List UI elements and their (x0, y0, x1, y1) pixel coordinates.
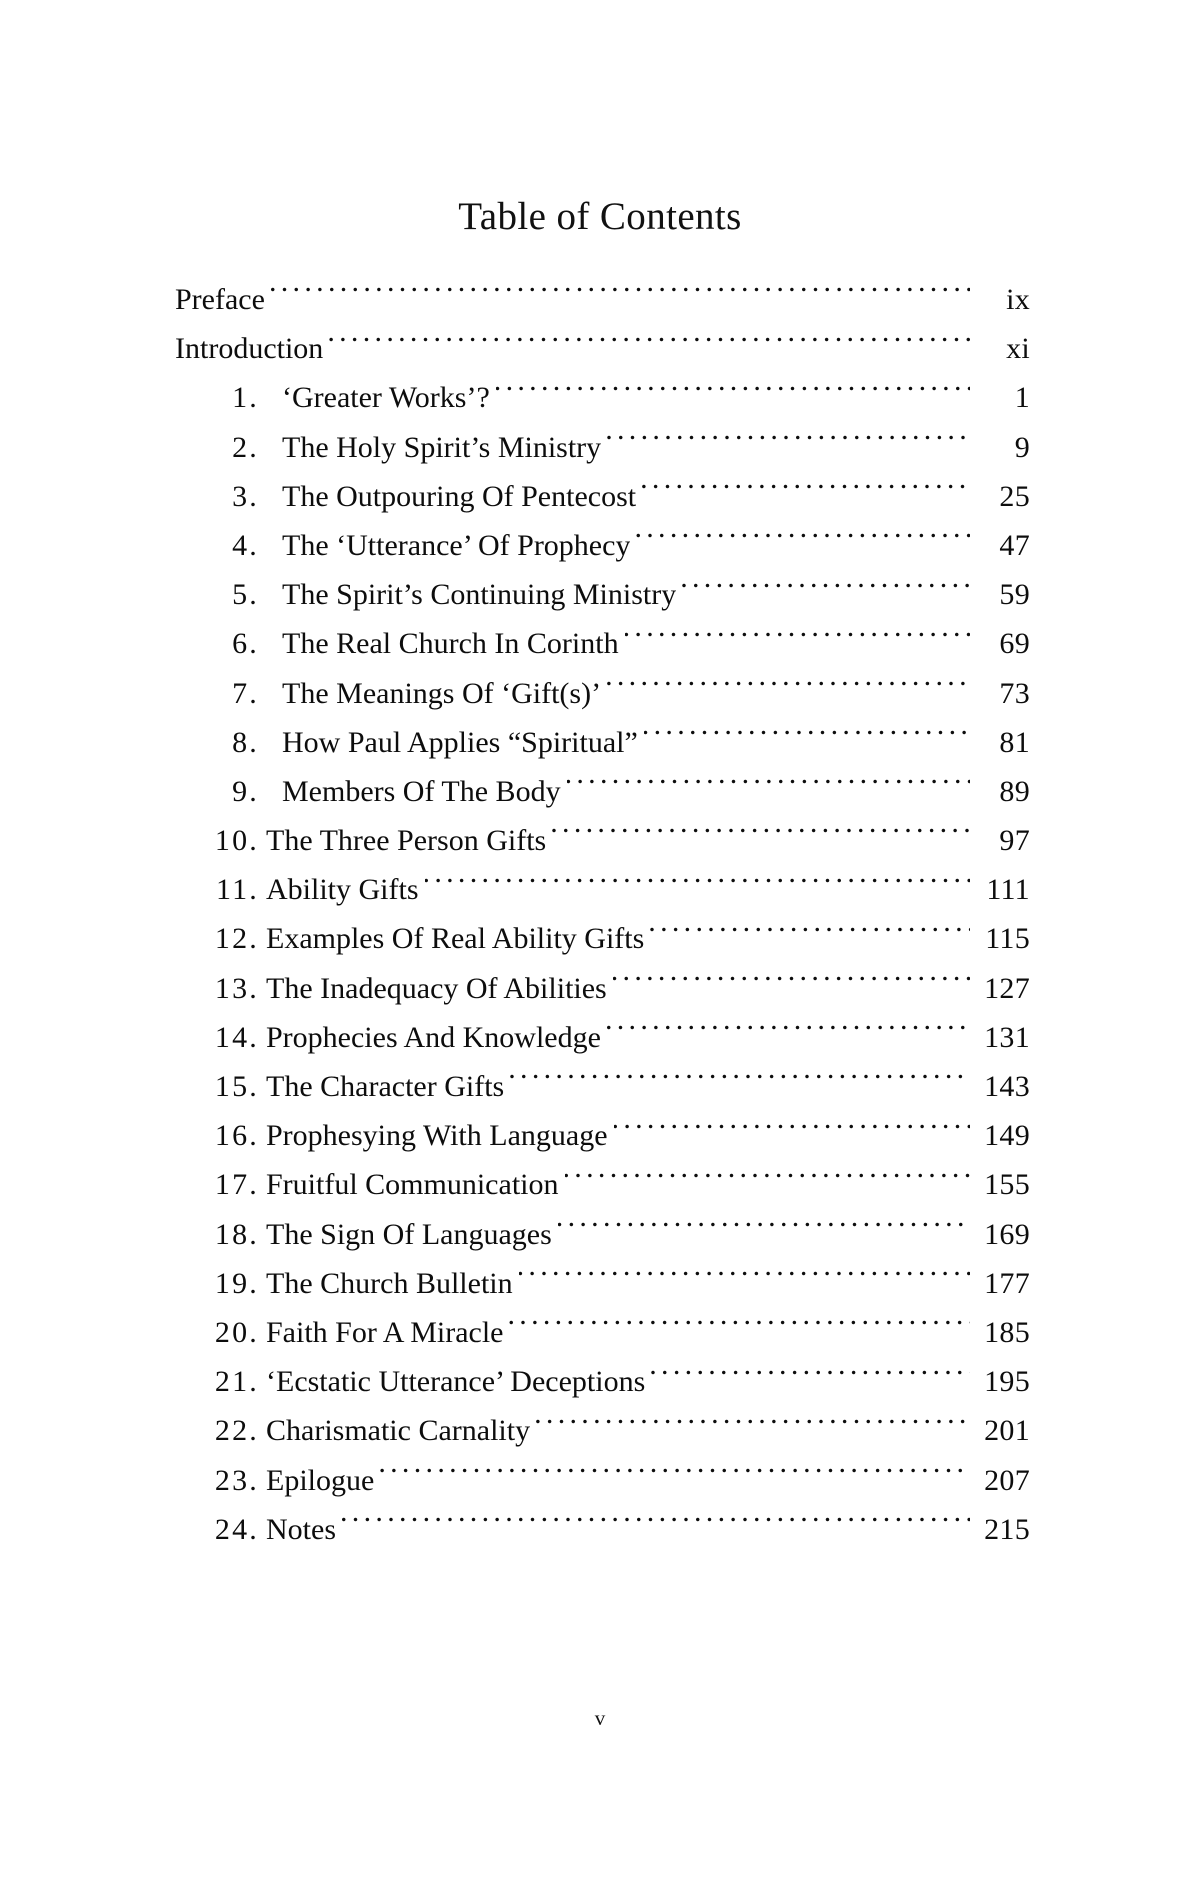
toc-entry-page-number: 81 (999, 725, 1030, 759)
toc-entry-number: 12. (214, 922, 259, 956)
dot-leader (567, 771, 970, 801)
toc-entry-label: The Character Gifts (266, 1070, 505, 1103)
toc-entry-chapter[interactable] (175, 1308, 1030, 1357)
toc-entry-page-number: 131 (984, 1020, 1030, 1054)
toc-entry-number: 4. (232, 528, 259, 562)
toc-entry-page-number: 177 (984, 1266, 1030, 1300)
dot-leader (607, 427, 970, 457)
toc-entry-number: 15. (214, 1070, 259, 1103)
toc-entry-label: Epilogue (266, 1463, 375, 1497)
toc-entry-page-number: xi (1006, 332, 1030, 366)
dot-leader (496, 377, 970, 407)
toc-entry-number: 22. (214, 1414, 259, 1448)
toc-entry-label: The Sign Of Languages (266, 1217, 552, 1251)
toc-entry-chapter[interactable] (175, 1505, 1030, 1554)
toc-entry-page-number: 207 (984, 1463, 1030, 1497)
toc-entry-label: The Outpouring Of Pentecost (282, 479, 637, 513)
toc-entry-chapter[interactable] (175, 570, 1030, 619)
toc-entry-chapter[interactable] (175, 1111, 1030, 1160)
toc-entry-page-number: 97 (999, 824, 1030, 858)
toc-entry-chapter[interactable] (175, 669, 1030, 718)
toc-entry-page-number: 169 (984, 1217, 1030, 1251)
toc-entry-front-matter[interactable] (175, 275, 1030, 324)
toc-entry-chapter[interactable] (175, 1456, 1030, 1505)
toc-entry-chapter[interactable] (175, 1062, 1030, 1111)
toc-entry-label: The Three Person Gifts (266, 824, 547, 858)
toc-entry-label: ‘Greater Works’? (282, 381, 490, 415)
dot-leader (682, 574, 970, 604)
toc-entry-front-matter[interactable] (175, 324, 1030, 373)
dot-leader (642, 476, 970, 506)
toc-entry-number: 1. (232, 381, 259, 415)
toc-entry-number: 2. (232, 430, 259, 464)
toc-entry-chapter[interactable] (175, 1259, 1030, 1308)
toc-entry-chapter[interactable] (175, 816, 1030, 865)
page-folio: v (594, 1706, 606, 1730)
dot-leader (342, 1509, 970, 1539)
page-title: Table of Contents (458, 195, 742, 238)
toc-entry-page-number: 195 (984, 1365, 1030, 1399)
toc-entry-label: The Spirit’s Continuing Ministry (282, 578, 677, 612)
toc-entry-chapter[interactable] (175, 521, 1030, 570)
toc-entry-number: 16. (214, 1119, 259, 1153)
toc-entry-label: Examples Of Real Ability Gifts (266, 922, 645, 956)
toc-entry-chapter[interactable] (175, 1210, 1030, 1259)
toc-entry-page-number: 111 (986, 873, 1030, 907)
toc-entry-label: The Holy Spirit’s Ministry (282, 430, 602, 464)
toc-entry-page-number: 215 (984, 1512, 1030, 1546)
toc-entry-label: Ability Gifts (266, 873, 419, 907)
toc-entry-page-number: 149 (984, 1119, 1030, 1153)
toc-entry-chapter[interactable] (175, 619, 1030, 668)
toc-entry-page-number: 201 (984, 1414, 1030, 1448)
toc-entry-number: 7. (232, 676, 259, 710)
toc-entry-number: 23. (214, 1463, 259, 1497)
toc-entry-chapter[interactable] (175, 1013, 1030, 1062)
toc-entry-number: 13. (214, 971, 259, 1005)
dot-leader (636, 525, 970, 555)
dot-leader (644, 722, 970, 752)
toc-entry-page-number: 89 (999, 774, 1030, 808)
toc-entry-page-number: 155 (984, 1168, 1030, 1202)
toc-entry-chapter[interactable] (175, 1406, 1030, 1455)
dot-leader (625, 623, 970, 653)
dot-leader (614, 1115, 970, 1145)
toc-entry-number: 20. (214, 1315, 259, 1349)
toc-entry-page-number: 127 (984, 971, 1030, 1005)
dot-leader (271, 279, 970, 309)
toc-entry-page-number: 143 (984, 1070, 1030, 1103)
toc-entry-chapter[interactable] (175, 718, 1030, 767)
toc-entry-number: 18. (214, 1217, 259, 1251)
toc-entry-label: Faith For A Miracle (266, 1315, 504, 1349)
toc-entry-chapter[interactable] (175, 1160, 1030, 1209)
toc-entry-label: The Real Church In Corinth (282, 627, 619, 661)
toc-entry-chapter[interactable] (175, 472, 1030, 521)
toc-entry-page-number: 59 (999, 578, 1030, 612)
toc-entry-label: Prophecies And Knowledge (266, 1020, 601, 1054)
dot-leader (552, 820, 970, 850)
toc-entry-page-number: 185 (984, 1315, 1030, 1349)
toc-entry-label: How Paul Applies “Spiritual” (282, 725, 638, 759)
toc-entry-chapter[interactable] (175, 964, 1030, 1013)
toc-entry-page-number: ix (1006, 283, 1030, 316)
toc-entry-chapter[interactable] (175, 423, 1030, 472)
dot-leader (558, 1214, 970, 1244)
toc-entry-label: The Meanings Of ‘Gift(s)’ (282, 676, 602, 710)
toc-entry-number: 14. (214, 1020, 259, 1054)
dot-leader (380, 1460, 970, 1490)
dot-leader (536, 1410, 970, 1440)
toc-entry-chapter[interactable] (175, 1357, 1030, 1406)
dot-leader (329, 328, 970, 358)
toc-entry-number: 8. (232, 725, 259, 759)
toc-entry-number: 6. (232, 627, 259, 661)
dot-leader (651, 1361, 970, 1391)
toc-entry-label: Fruitful Communication (266, 1168, 559, 1202)
toc-entry-page-number: 115 (985, 922, 1030, 956)
toc-entry-label: Prophesying With Language (266, 1119, 608, 1153)
dot-leader (425, 869, 970, 899)
toc-entry-page-number: 47 (999, 528, 1030, 562)
dot-leader (607, 673, 970, 703)
toc-entry-label: The Inadequacy Of Abilities (266, 971, 607, 1005)
toc-entry-page-number: 69 (999, 627, 1030, 661)
toc-entry-number: 19. (214, 1266, 259, 1300)
toc-entry-chapter[interactable] (175, 914, 1030, 963)
dot-leader (565, 1164, 971, 1194)
toc-entry-list (175, 275, 1030, 1554)
toc-entry-number: 3. (232, 479, 259, 513)
dot-leader (510, 1066, 970, 1096)
dot-leader (519, 1263, 970, 1293)
toc-entry-label: Members Of The Body (282, 774, 561, 808)
toc-entry-label: Preface (175, 283, 265, 316)
toc-entry-number: 21. (214, 1365, 259, 1399)
toc-entry-label: The Church Bulletin (266, 1266, 513, 1300)
toc-entry-label: Notes (266, 1512, 336, 1546)
toc-entry-number: 5. (232, 578, 259, 612)
dot-leader (607, 1017, 970, 1047)
toc-entry-page-number: 9 (1014, 430, 1030, 464)
toc-entry-label: ‘Ecstatic Utterance’ Deceptions (266, 1365, 646, 1399)
dot-leader (509, 1312, 970, 1342)
toc-entry-label: Introduction (175, 332, 324, 366)
toc-entry-chapter[interactable] (175, 767, 1030, 816)
toc-entry-chapter[interactable] (175, 865, 1030, 914)
toc-entry-page-number: 1 (1014, 381, 1030, 415)
toc-entry-page-number: 25 (999, 479, 1030, 513)
dot-leader (613, 968, 970, 998)
toc-entry-number: 9. (232, 774, 259, 808)
toc-entry-label: The ‘Utterance’ Of Prophecy (282, 528, 631, 562)
toc-entry-number: 24. (214, 1512, 259, 1546)
toc-entry-page-number: 73 (999, 676, 1030, 710)
toc-entry-number: 17. (214, 1168, 259, 1202)
toc-entry-number: 10. (214, 824, 259, 858)
toc-entry-chapter[interactable] (175, 373, 1030, 422)
dot-leader (650, 918, 970, 948)
toc-entry-label: Charismatic Carnality (266, 1414, 531, 1448)
toc-entry-number: 11. (216, 873, 259, 907)
